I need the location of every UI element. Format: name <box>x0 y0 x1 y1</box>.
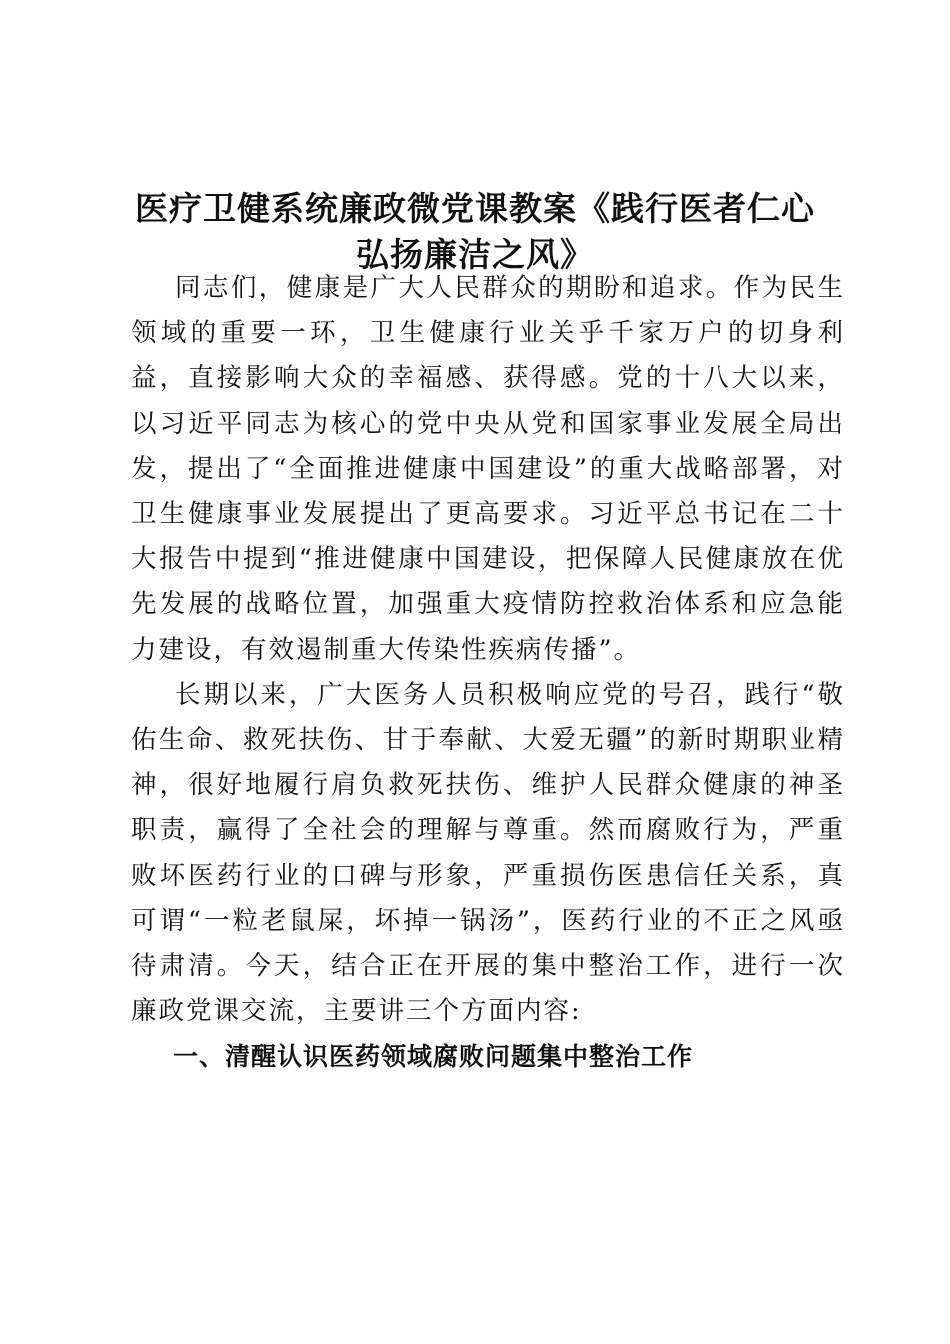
section-heading-1: 一、清醒认识医药领域腐败问题集中整治工作 <box>173 1042 694 1072</box>
document-body <box>131 266 845 1080</box>
paragraph-background: 长期以来，广大医务人员积极响应党的号召，践行“敬佑生命、救死扶伤、甘于奉献、大爱无疆”的新时期职业精神，很好地履行肩负救死扶伤、维护人民群众健康的神圣职责，赢得了全社会的理解与尊重。然而腐败行为，严重败坏医药行业的口碑与形象，严重损伤医患信任关系，真可谓“一粒老鼠屎，坏掉一锅汤”，医药行业的不正之风亟待肃清。今天，结合正在开展的集中整治工作，进行一次廉政党课交流，主要讲三个方面内容: <box>131 679 845 1027</box>
title-line-1: 医疗卫健系统廉政微党课教案《践行医者仁心 <box>135 189 815 229</box>
title-line-2: 弘扬廉洁之风》 <box>356 235 594 275</box>
document-title <box>110 186 840 278</box>
paragraph-intro: 同志们，健康是广大人民群众的期盼和追求。作为民生领域的重要一环，卫生健康行业关乎千家万户的切身利益，直接影响大众的幸福感、获得感。党的十八大以来，以习近平同志为核心的党中央从党和国家事业发展全局出发，提出了“全面推进健康中国建设”的重大战略部署，对卫生健康事业发展提出了更高要求。习近平总书记在二十大报告中提到“推进健康中国建设，把保障人民健康放在优先发展的战略位置，加强重大疫情防控救治体系和应急能力建设，有效遏制重大传染性疾病传播”。 <box>131 273 845 665</box>
